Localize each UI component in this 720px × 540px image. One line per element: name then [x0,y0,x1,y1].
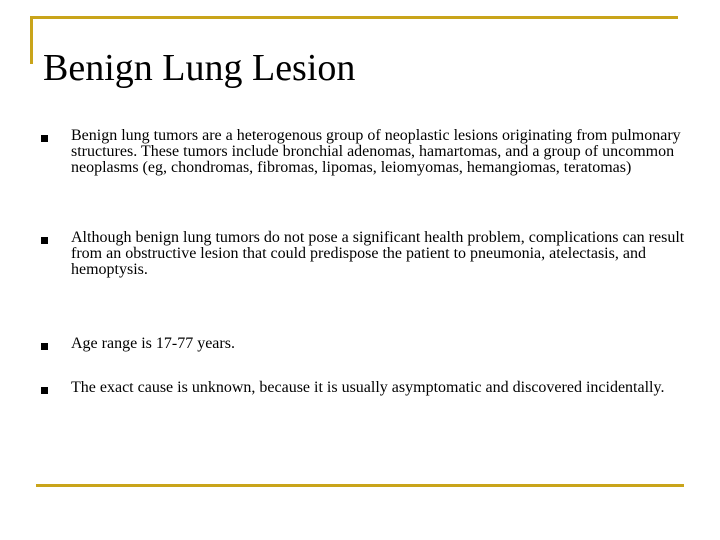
bullet-text: Benign lung tumors are a heterogenous group of neoplastic lesions originating from pulmonary structures. These tumors include bronchial adenomas, hamartomas, and a group of uncommon neoplasms (eg, chondromas, fibromas, lipomas, leiomyomas, hemangiomas, teratomas) [71,127,681,176]
bullet-text: Although benign lung tumors do not pose a significant health problem, complications can result from an obstructive lesion that could predispose the patient to pneumonia, atelectasis, and hemoptysis. [71,229,685,278]
square-bullet-icon [41,237,48,244]
left-accent-rule [30,16,33,64]
square-bullet-icon [41,387,48,394]
slide-title: Benign Lung Lesion [43,47,356,89]
bullet-text: Age range is 17-77 years. [71,335,235,352]
square-bullet-icon [41,343,48,350]
bullet-text: The exact cause is unknown, because it is usually asymptomatic and discovered incidentally. [71,379,665,396]
square-bullet-icon [41,135,48,142]
bottom-accent-rule [36,484,684,487]
top-accent-rule [30,16,678,19]
